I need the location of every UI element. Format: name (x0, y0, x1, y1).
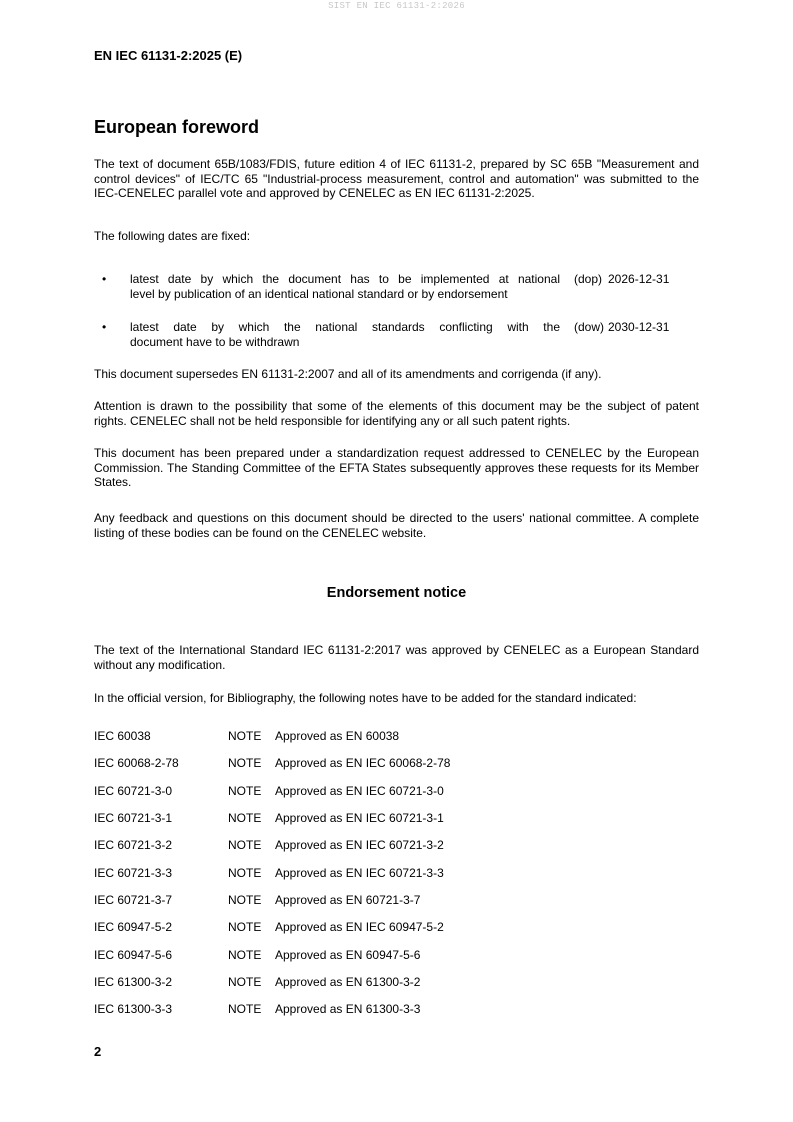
endorsement-text: The text of the International Standard IEC 61131-2:2017 was approved by CENELEC as a European Standard without any modification. (94, 643, 699, 672)
date-item-text: latest date by which the national standards conflicting with the (130, 320, 560, 334)
bullet-icon: • (102, 272, 107, 286)
date-item-text: latest date by which the document has to be implemented at national (130, 272, 560, 286)
approved-as: Approved as EN IEC 60947-5-2 (275, 920, 444, 934)
approved-as: Approved as EN IEC 60721-3-0 (275, 784, 444, 798)
page-number: 2 (94, 1044, 102, 1059)
patent-paragraph: Attention is drawn to the possibility that some of the elements of this document may be the subject of patent rights. CENELEC shall not be held responsible for identifying any or all such patent rights. (94, 399, 699, 428)
bibliography-intro: In the official version, for Bibliography, the following notes have to be added for the standard indicated: (94, 691, 637, 705)
document-id: EN IEC 61131-2:2025 (E) (94, 48, 243, 63)
approved-as: Approved as EN 61300-3-2 (275, 975, 421, 989)
approved-as: Approved as EN IEC 60721-3-3 (275, 866, 444, 880)
note-label: NOTE (228, 866, 262, 880)
note-label: NOTE (228, 729, 262, 743)
note-label: NOTE (228, 811, 262, 825)
standard-ref: IEC 60947-5-6 (94, 948, 173, 962)
endorsement-title: Endorsement notice (326, 585, 467, 601)
approved-as: Approved as EN IEC 60721-3-1 (275, 811, 444, 825)
foreword-intro: The text of document 65B/1083/FDIS, future edition 4 of IEC 61131-2, prepared by SC 65B "Measurement and control devices" of IEC/TC 65 "Industrial-process measurement, control and automation" was submitted to the IEC-CENELEC parallel vote and approved by CENELEC as EN IEC 61131-2:2025. (94, 157, 699, 201)
note-label: NOTE (228, 756, 262, 770)
date-code: (dow) (574, 320, 605, 334)
bullet-icon: • (102, 320, 107, 334)
standard-ref: IEC 60038 (94, 729, 151, 743)
date-code: (dop) (574, 272, 603, 286)
approved-as: Approved as EN IEC 60721-3-2 (275, 838, 444, 852)
note-label: NOTE (228, 784, 262, 798)
note-label: NOTE (228, 838, 262, 852)
standard-ref: IEC 60721-3-1 (94, 811, 173, 825)
dates-intro: The following dates are fixed: (94, 229, 251, 243)
standard-ref: IEC 60721-3-2 (94, 838, 173, 852)
note-label: NOTE (228, 893, 262, 907)
approved-as: Approved as EN IEC 60068-2-78 (275, 756, 451, 770)
note-label: NOTE (228, 920, 262, 934)
mandate-paragraph: This document has been prepared under a standardization request addressed to CENELEC by the European Commission. The Standing Committee of the EFTA States subsequently approves these requests for its Member States. (94, 446, 699, 490)
note-label: NOTE (228, 948, 262, 962)
standard-ref: IEC 61300-3-2 (94, 975, 173, 989)
note-label: NOTE (228, 975, 262, 989)
date-value: 2026-12-31 (608, 272, 670, 286)
standard-ref: IEC 60068-2-78 (94, 756, 179, 770)
approved-as: Approved as EN 60947-5-6 (275, 948, 421, 962)
approved-as: Approved as EN 60721-3-7 (275, 893, 421, 907)
date-item-text: document have to be withdrawn (130, 334, 300, 349)
supersedes-paragraph: This document supersedes EN 61131-2:2007 and all of its amendments and corrigenda (if any). (94, 367, 602, 381)
approved-as: Approved as EN 61300-3-3 (275, 1002, 421, 1016)
feedback-paragraph: Any feedback and questions on this document should be directed to the users' national committee. A complete listing of these bodies can be found on the CENELEC website. (94, 511, 699, 540)
standard-ref: IEC 60721-3-3 (94, 866, 173, 880)
watermark: SIST EN IEC 61131-2:2026 (328, 1, 465, 11)
date-item-text: level by publication of an identical national standard or by endorsement (130, 286, 508, 301)
standard-ref: IEC 60947-5-2 (94, 920, 173, 934)
note-label: NOTE (228, 1002, 262, 1016)
standard-ref: IEC 60721-3-7 (94, 893, 173, 907)
foreword-title: European foreword (94, 117, 260, 137)
date-value: 2030-12-31 (608, 320, 670, 334)
standard-ref: IEC 61300-3-3 (94, 1002, 173, 1016)
approved-as: Approved as EN 60038 (275, 729, 400, 743)
standard-ref: IEC 60721-3-0 (94, 784, 173, 798)
